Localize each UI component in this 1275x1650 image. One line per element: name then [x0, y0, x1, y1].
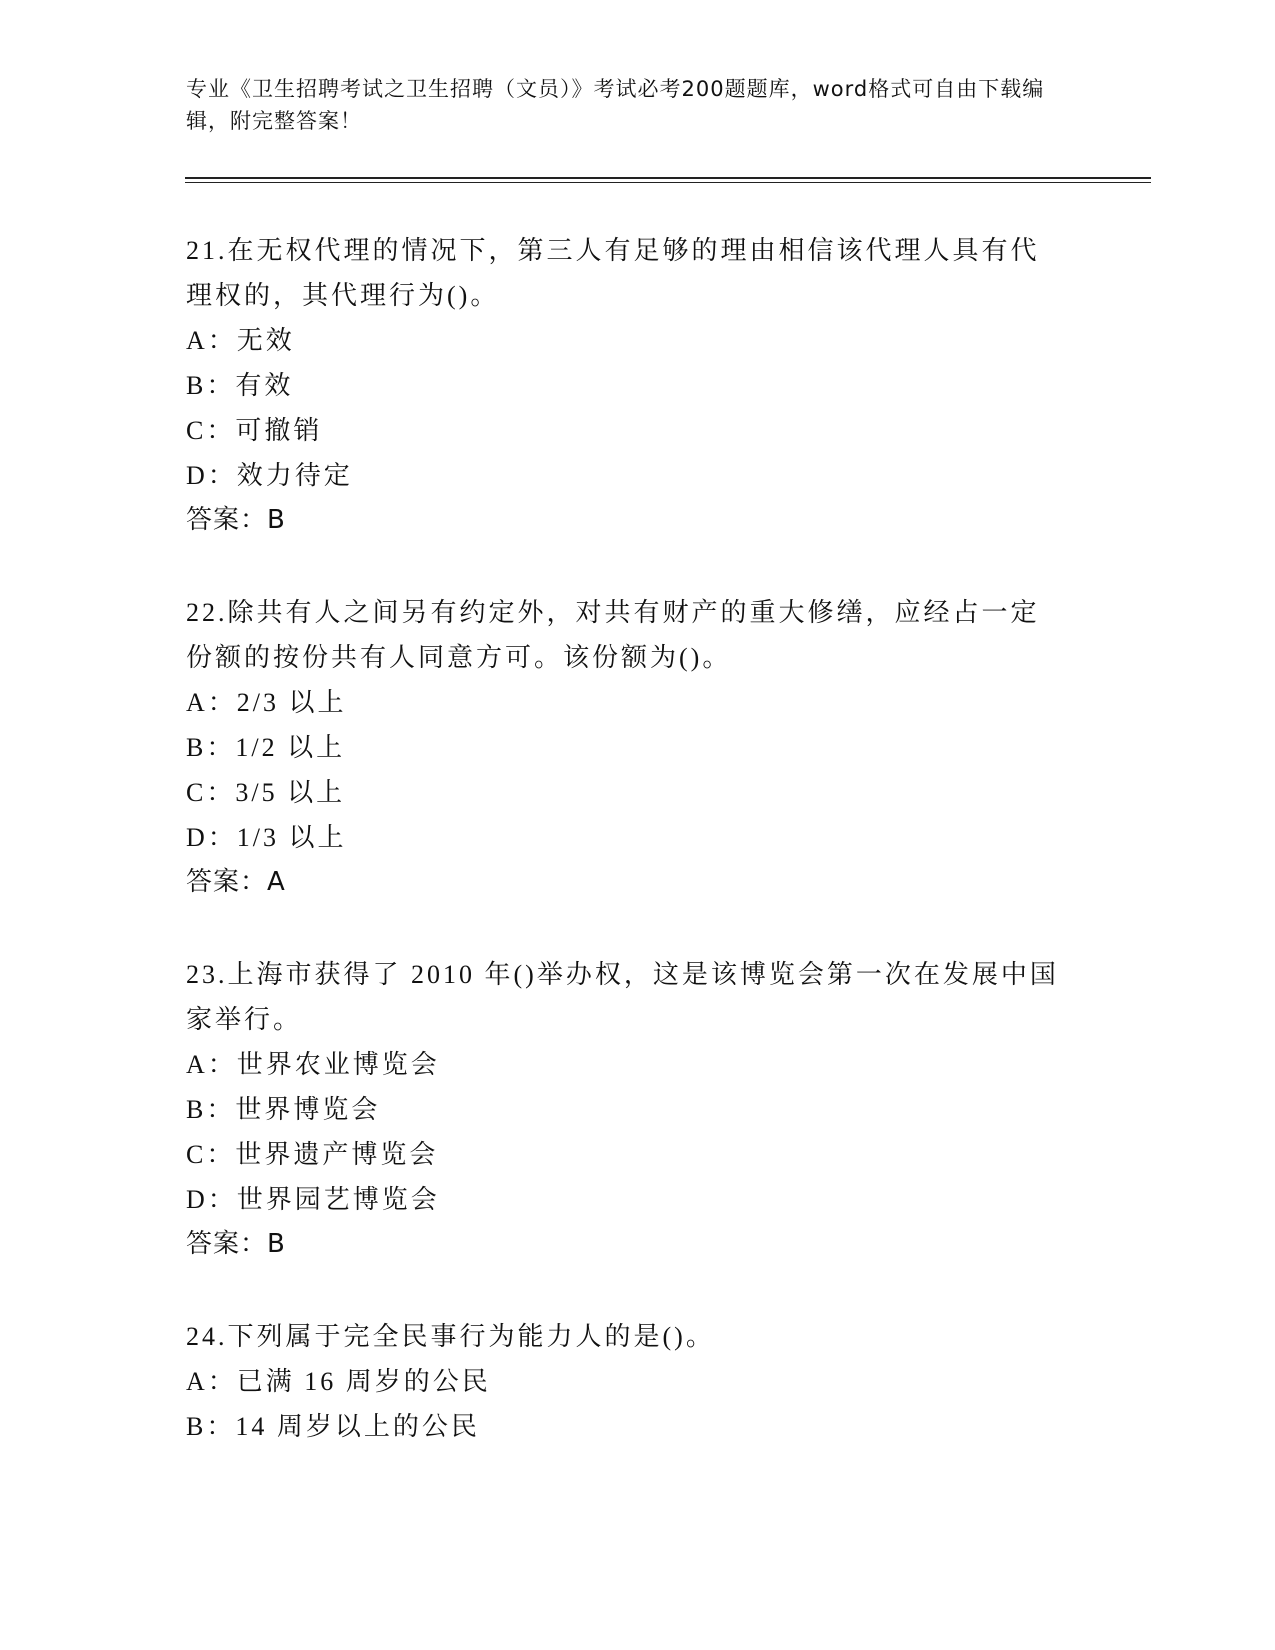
- option-d: D：效力待定: [186, 461, 353, 490]
- option-c: C：3/5 以上: [186, 778, 346, 807]
- option-c: C：可撤销: [186, 416, 323, 445]
- option-a: A：世界农业博览会: [186, 1050, 440, 1079]
- option-a: A：已满 16 周岁的公民: [186, 1367, 491, 1396]
- answer-line: 答案：B: [186, 1229, 286, 1259]
- question-stem: 22.除共有人之间另有约定外，对共有财产的重大修缮，应经占一定份额的按份共有人同意方可。该份额为()。: [186, 598, 1040, 672]
- option-d: D：1/3 以上: [186, 823, 347, 852]
- option-b: B：有效: [186, 371, 294, 400]
- question-stem: 24.下列属于完全民事行为能力人的是()。: [186, 1322, 715, 1351]
- question-21: [186, 228, 1086, 543]
- question-stem: 21.在无权代理的情况下，第三人有足够的理由相信该代理人具有代理权的，其代理行为()。: [186, 236, 1040, 310]
- header-divider-thin: [185, 182, 1151, 183]
- question-24: [186, 1314, 1086, 1449]
- option-a: A：无效: [186, 326, 295, 355]
- option-d: D：世界园艺博览会: [186, 1185, 440, 1214]
- question-stem: 23.上海市获得了 2010 年()举办权，这是该博览会第一次在发展中国家举行。: [186, 960, 1059, 1034]
- option-b: B：14 周岁以上的公民: [186, 1412, 480, 1441]
- answer-line: 答案：A: [186, 867, 286, 897]
- document-header: 专业《卫生招聘考试之卫生招聘（文员）》考试必考200题题库，word格式可自由下载编辑，附完整答案！: [186, 77, 1045, 133]
- header-divider-thick: [185, 177, 1151, 179]
- option-a: A：2/3 以上: [186, 688, 347, 717]
- option-b: B：1/2 以上: [186, 733, 346, 762]
- question-22: [186, 590, 1086, 905]
- answer-line: 答案：B: [186, 505, 286, 535]
- option-b: B：世界博览会: [186, 1095, 381, 1124]
- option-c: C：世界遗产博览会: [186, 1140, 439, 1169]
- question-23: [186, 952, 1086, 1267]
